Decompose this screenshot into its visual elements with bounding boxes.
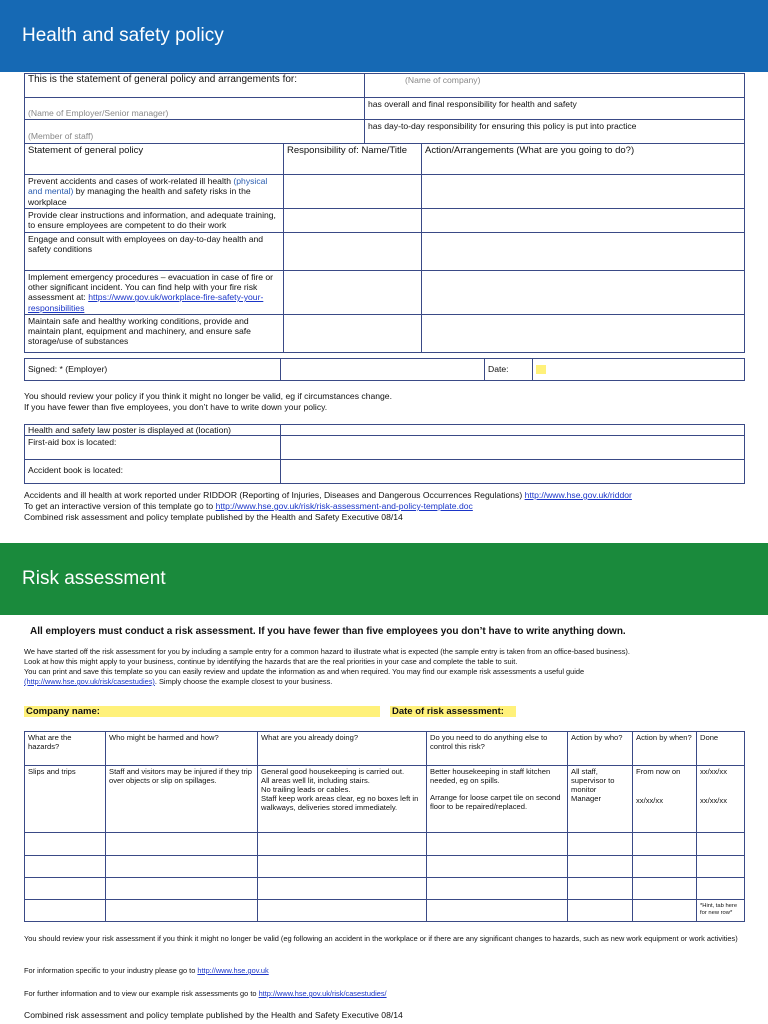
done-cell[interactable] (697, 833, 745, 856)
done-cell[interactable] (697, 856, 745, 878)
action-input[interactable] (422, 175, 745, 209)
date-label: Date: (485, 359, 533, 381)
table-row (25, 856, 745, 878)
who-cell[interactable]: Staff and visitors may be injured if they trip over objects or slip on spillages. (106, 766, 258, 833)
table-row (25, 232, 745, 270)
policy-footer-notes (24, 490, 632, 523)
risk-table (24, 731, 745, 922)
by-who-cell[interactable]: All staff, supervisor to monitor Manager (568, 766, 633, 833)
policy-statement: Implement emergency procedures – evacuation in case of fire or other significant incident. You can find help with your fire risk assessment at: https://www.gov.uk/workplace-fire-safety-your-responsibilities (25, 270, 284, 314)
header-hazards: What are the hazards? (25, 732, 106, 766)
date-highlight (536, 365, 546, 374)
company-date-row (24, 706, 744, 718)
company-name-input[interactable] (200, 706, 380, 717)
risk-title: Risk assessment (22, 568, 166, 589)
table-row (25, 833, 745, 856)
done-cell[interactable]: xx/xx/xx xx/xx/xx (697, 766, 745, 833)
doing-cell[interactable] (258, 900, 427, 922)
action-input[interactable] (422, 314, 745, 352)
company-name-cell[interactable] (365, 74, 745, 98)
responsibility-input[interactable] (284, 314, 422, 352)
doing-cell[interactable] (258, 833, 427, 856)
policy-title: Health and safety policy (22, 25, 224, 46)
signed-label: Signed: * (Employer) (25, 359, 281, 381)
header-else: Do you need to do anything else to control this risk? (427, 732, 568, 766)
else-cell[interactable] (427, 833, 568, 856)
by-when-cell[interactable] (633, 878, 697, 900)
hint-cell[interactable]: *Hint, tab here for new row* (697, 900, 745, 922)
industry-line: For information specific to your industry please go to http://www.hse.gov.uk (24, 966, 269, 975)
table-row (25, 766, 745, 833)
header-who: Who might be harmed and how? (106, 732, 258, 766)
header-doing: What are you already doing? (258, 732, 427, 766)
review-note: You should review your policy if you think it might no longer be valid, eg if circumstances change. If you have fewer than five employees, you don’t have to write down your policy. (24, 391, 392, 412)
risk-footer: Combined risk assessment and policy template published by the Health and Safety Executive 08/14 (24, 1010, 403, 1020)
doing-cell[interactable] (258, 878, 427, 900)
header-action: Action/Arrangements (What are you going to do?) (422, 144, 745, 175)
responsibility-table (24, 73, 745, 144)
table-row (25, 878, 745, 900)
action-input[interactable] (422, 270, 745, 314)
accident-book-label: Accident book is located: (25, 460, 281, 484)
further-line: For further information and to view our example risk assessments go to http://www.hse.gov.uk/risk/casestudies/ (24, 989, 387, 998)
policy-statement: Maintain safe and healthy working conditions, provide and maintain plant, equipment and machinery, and ensure safe storage/use of substances (25, 314, 284, 352)
by-when-cell[interactable] (633, 856, 697, 878)
staff-name-field[interactable]: (Member of staff) (25, 120, 365, 144)
who-cell[interactable] (106, 833, 258, 856)
signature-input[interactable] (281, 359, 485, 381)
poster-label: Health and safety law poster is displayed at (location) (25, 425, 281, 436)
responsibility-input[interactable] (284, 232, 422, 270)
template-link[interactable]: http://www.hse.gov.uk/risk/risk-assessment-and-policy-template.doc (215, 501, 473, 511)
date-input[interactable] (533, 359, 745, 381)
header-responsibility: Responsibility of: Name/Title (284, 144, 422, 175)
firstaid-input[interactable] (281, 436, 745, 460)
casestudies-link[interactable]: (http://www.hse.gov.uk/risk/casestudies) (24, 677, 155, 686)
risk-date-field[interactable]: Date of risk assessment: (390, 706, 516, 717)
doing-cell[interactable] (258, 856, 427, 878)
template-line: To get an interactive version of this template go to http://www.hse.gov.uk/risk/risk-assessment-and-policy-template.doc (24, 501, 473, 511)
fire-safety-link[interactable]: https://www.gov.uk/workplace-fire-safety-your-responsibilities (28, 292, 264, 313)
responsibility-input[interactable] (284, 175, 422, 209)
further-link[interactable]: http://www.hse.gov.uk/risk/casestudies/ (258, 989, 387, 998)
signature-table (24, 358, 745, 381)
policy-footer: Combined risk assessment and policy template published by the Health and Safety Executive 08/14 (24, 512, 403, 522)
by-when-cell[interactable] (633, 900, 697, 922)
header-by-who: Action by who? (568, 732, 633, 766)
else-cell[interactable] (427, 878, 568, 900)
company-name-field[interactable]: Company name: (24, 706, 200, 717)
header-by-when: Action by when? (633, 732, 697, 766)
doing-cell[interactable]: General good housekeeping is carried out. All areas well lit, including stairs. No trailing leads or cables. Staff keep work areas clear, eg no boxes left in walkways, deliveries stored immediately. (258, 766, 427, 833)
risk-table-header (25, 732, 745, 766)
riddor-line: Accidents and ill health at work reported under RIDDOR (Reporting of Injuries, Diseases and Dangerous Occurrences Regulations) http://www.hse.gov.uk/riddor (24, 490, 632, 500)
industry-link[interactable]: http://www.hse.gov.uk (197, 966, 269, 975)
by-when-cell[interactable] (633, 833, 697, 856)
who-cell[interactable] (106, 878, 258, 900)
else-cell[interactable]: Better housekeeping in staff kitchen needed, eg on spills. Arrange for loose carpet tile on second floor to be repaired/replaced. (427, 766, 568, 833)
policy-table (24, 143, 745, 353)
locations-table (24, 424, 745, 484)
by-who-cell[interactable] (568, 900, 633, 922)
who-cell[interactable] (106, 856, 258, 878)
risk-lead: All employers must conduct a risk assessment. If you have fewer than five employees you don’t have to write anything down. (30, 626, 626, 637)
company-name-field[interactable]: This is the statement of general policy and arrangements for: (25, 74, 365, 98)
else-cell[interactable] (427, 856, 568, 878)
action-input[interactable] (422, 232, 745, 270)
table-row (25, 270, 745, 314)
table-row (25, 208, 745, 232)
by-when-cell[interactable]: From now on xx/xx/xx (633, 766, 697, 833)
risk-header (0, 543, 768, 615)
risk-intro: We have started off the risk assessment for you by including a sample entry for a common hazard to illustrate what is expected (the sample entry is taken from an office-based business). Look at how this might apply to your business, continue by identifying the hazards that are the real priorities in your case and complete the table to suit. You can print and save this template so you can easily review and update the information as and when required. You may find our example risk assessments a useful guide (http://www.hse.gov.uk/risk/casestudies). Simply choose the example closest to your business. (24, 647, 630, 686)
hazard-cell[interactable] (25, 856, 106, 878)
else-cell[interactable] (427, 900, 568, 922)
dayday-responsibility-text: has day-to-day responsibility for ensuring this policy is put into practice (365, 120, 745, 144)
policy-statement: Provide clear instructions and information, and adequate training, to ensure employees are competent to do their work (25, 208, 284, 232)
table-row (25, 175, 745, 209)
overall-responsibility-text: has overall and final responsibility for health and safety (365, 98, 745, 120)
firstaid-label: First-aid box is located: (25, 436, 281, 460)
policy-statement: Engage and consult with employees on day-to-day health and safety conditions (25, 232, 284, 270)
riddor-link[interactable]: http://www.hse.gov.uk/riddor (524, 490, 632, 500)
table-row (25, 314, 745, 352)
hazard-cell[interactable] (25, 833, 106, 856)
header-statement: Statement of general policy (25, 144, 284, 175)
hazard-cell[interactable]: Slips and trips (25, 766, 106, 833)
company-placeholder: (Name of company) (405, 75, 481, 85)
done-cell[interactable] (697, 878, 745, 900)
employer-name-field[interactable]: (Name of Employer/Senior manager) (25, 98, 365, 120)
hazard-cell[interactable] (25, 878, 106, 900)
action-input[interactable] (422, 208, 745, 232)
accident-book-input[interactable] (281, 460, 745, 484)
by-who-cell[interactable] (568, 856, 633, 878)
by-who-cell[interactable] (568, 878, 633, 900)
policy-table-header (25, 144, 745, 175)
risk-review-note: You should review your risk assessment if you think it might no longer be valid (eg following an accident in the workplace or if there are any significant changes to hazards, such as new work equipment or work activities) (24, 934, 738, 943)
table-row (25, 900, 745, 922)
hazard-cell[interactable] (25, 900, 106, 922)
poster-input[interactable] (281, 425, 745, 436)
responsibility-input[interactable] (284, 270, 422, 314)
who-cell[interactable] (106, 900, 258, 922)
header-done: Done (697, 732, 745, 766)
by-who-cell[interactable] (568, 833, 633, 856)
policy-statement: Prevent accidents and cases of work-related ill health (physical and mental) by managing the health and safety risks in the workplace (25, 175, 284, 209)
responsibility-input[interactable] (284, 208, 422, 232)
policy-header (0, 0, 768, 72)
